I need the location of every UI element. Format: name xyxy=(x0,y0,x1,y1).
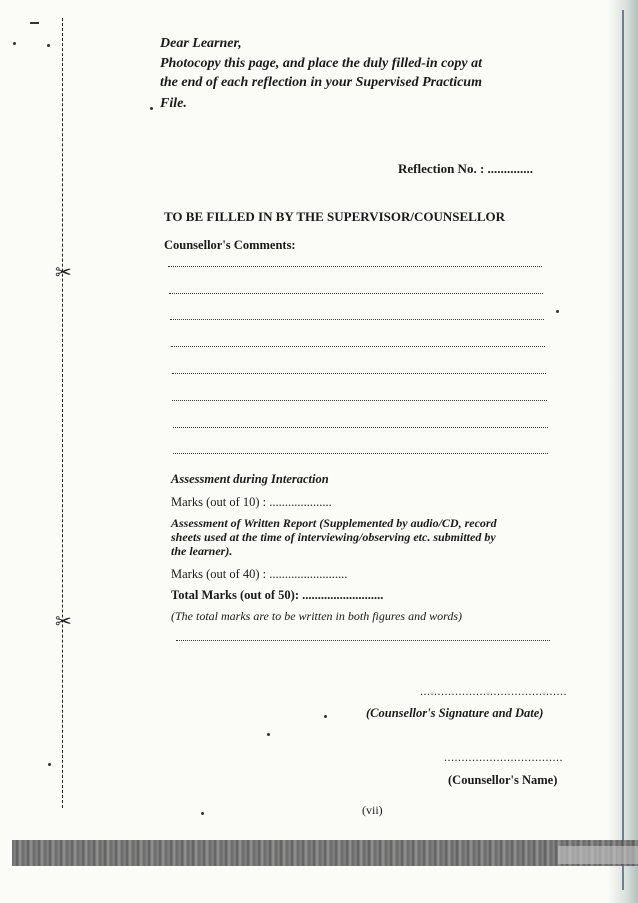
speck xyxy=(48,763,51,766)
comment-line xyxy=(173,427,548,428)
assessment-interaction-label: Assessment during Interaction xyxy=(171,472,329,486)
greeting: Dear Learner, xyxy=(160,36,242,51)
comment-line xyxy=(169,293,543,294)
total-marks-note: (The total marks are to be written in both figures and words) xyxy=(171,609,462,623)
written-report-line: Assessment of Written Report (Supplemented by audio/CD, record xyxy=(171,516,497,530)
speck xyxy=(201,812,204,815)
margin-mark xyxy=(30,22,39,24)
speck xyxy=(556,310,559,313)
signature-line: .......................................... xyxy=(420,684,567,698)
total-marks-field: Total Marks (out of 50): .......................... xyxy=(171,588,384,602)
instruction-line: File. xyxy=(160,96,187,111)
reflection-number-field: Reflection No. : .............. xyxy=(398,161,534,176)
scissors-icon: ✂ xyxy=(55,609,72,633)
comment-line xyxy=(172,400,547,401)
name-line: .................................. xyxy=(444,750,563,764)
cut-along-dashed-line xyxy=(62,18,63,808)
comment-line xyxy=(171,346,545,347)
written-report-line: sheets used at the time of interviewing/observing etc. submitted by xyxy=(171,530,496,544)
speck xyxy=(47,44,50,47)
name-label: (Counsellor's Name) xyxy=(448,773,558,787)
instruction-line: Photocopy this page, and place the duly filled-in copy at xyxy=(160,56,482,71)
marks-out-of-40-field: Marks (out of 40) : ......................... xyxy=(171,567,348,581)
written-report-line: the learner). xyxy=(171,544,233,558)
scissors-icon: ✂ xyxy=(55,260,72,284)
page-edge xyxy=(622,10,624,890)
comment-line xyxy=(168,266,542,267)
counsellor-comments-label: Counsellor's Comments: xyxy=(164,238,296,252)
marks-out-of-10-field: Marks (out of 10) : .................... xyxy=(171,495,332,509)
page-number: (vii) xyxy=(362,803,383,817)
marks-in-words-line xyxy=(176,640,550,641)
comment-line xyxy=(172,373,546,374)
instruction-line: the end of each reflection in your Supervised Practicum xyxy=(160,75,482,90)
scan-edge-highlight xyxy=(558,846,638,864)
comment-line xyxy=(170,319,544,320)
speck xyxy=(13,42,16,45)
speck xyxy=(150,107,153,110)
scan-edge-band xyxy=(12,840,638,866)
speck xyxy=(267,733,270,736)
signature-label: (Counsellor's Signature and Date) xyxy=(366,706,544,720)
comment-line xyxy=(173,453,548,454)
speck xyxy=(324,715,327,718)
section-heading: TO BE FILLED IN BY THE SUPERVISOR/COUNSELLOR xyxy=(164,209,506,224)
